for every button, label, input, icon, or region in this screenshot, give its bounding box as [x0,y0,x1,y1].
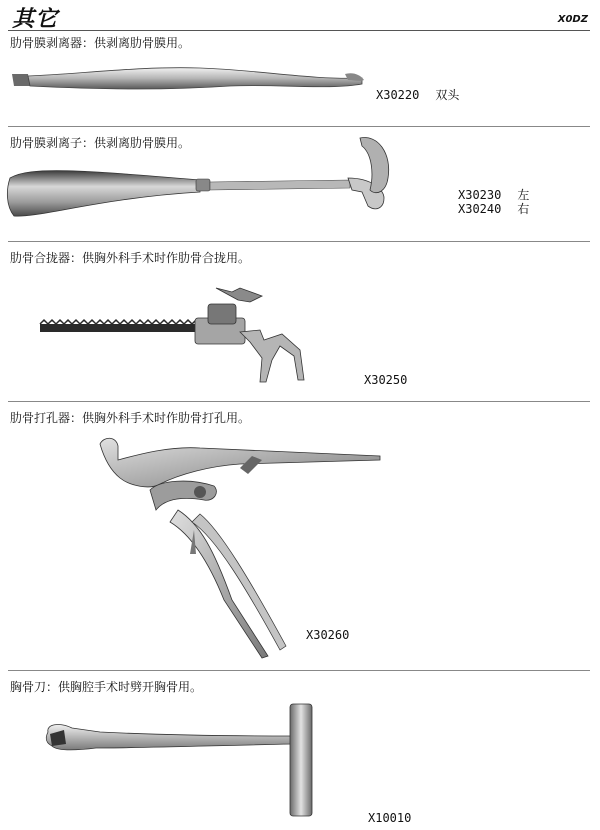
catalog-label: 双头 [435,88,460,102]
section-divider [8,241,590,242]
catalog-item [364,373,407,387]
sternum-knife-image [0,690,360,820]
rib-punch-image [0,430,400,660]
catalog-label: 右 [517,202,530,216]
catalog-number: X30260 [306,628,350,642]
periosteal-elevator-image [0,134,400,234]
catalog-number: X10010 [368,811,412,825]
catalog-item [458,200,529,217]
catalog-item [368,811,411,825]
catalog-item [376,86,459,103]
catalog-number: X30250 [364,373,408,387]
section-4-description: 肋骨打孔器：供胸外科手术时作肋骨打孔用。 [10,411,251,425]
section-divider [8,670,590,671]
catalog-number: X30230 [458,188,502,202]
section-divider [8,401,590,402]
section-divider [8,126,590,127]
catalog-number: X30240 [458,202,502,216]
section-1-description: 肋骨膜剥离器：供剥离肋骨膜用。 [10,36,191,50]
rib-approximator-image [0,280,330,390]
catalog-number: X30220 [376,88,420,102]
section-2-description: 肋骨膜剥离子：供剥离肋骨膜用。 [10,136,191,150]
section-3-description: 肋骨合拢器：供胸外科手术时作肋骨合拢用。 [10,251,251,265]
section-5-description: 胸骨刀：供胸腔手术时劈开胸骨用。 [10,680,203,694]
catalog-item [306,628,349,642]
catalog-label: 左 [517,188,530,202]
header-rule [8,30,590,31]
catalog-code: X0DZ [557,14,588,25]
page-title: 其它 [12,7,59,32]
periosteal-elevator-double-image [0,60,370,110]
